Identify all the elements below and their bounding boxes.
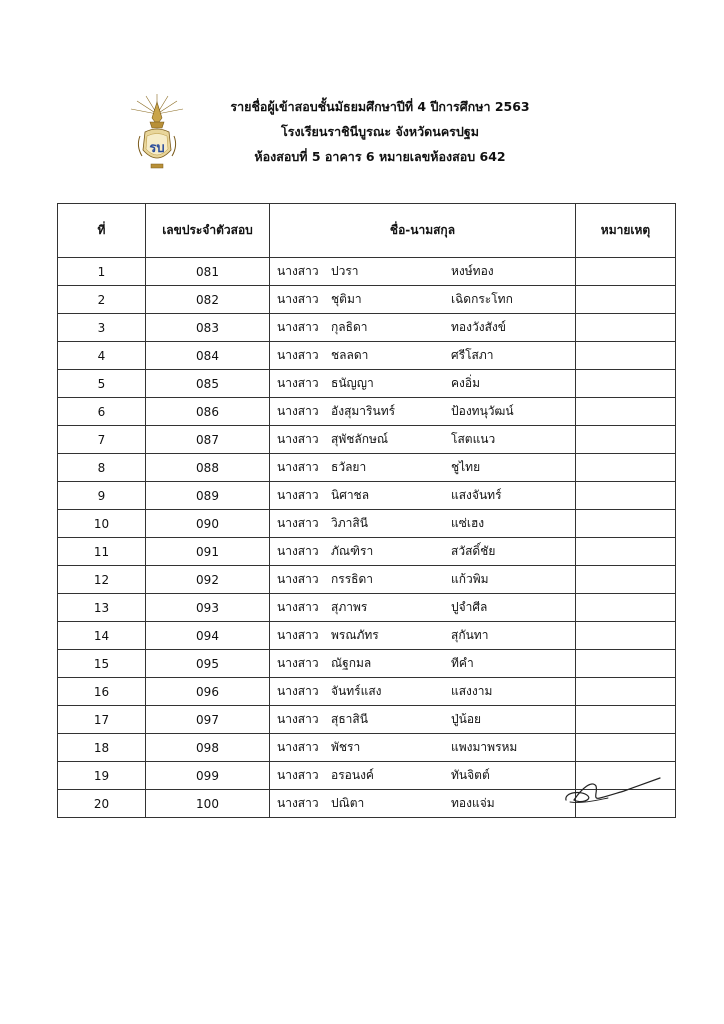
name-prefix: นางสาว <box>277 292 319 306</box>
first-name: ปณิตา <box>331 796 365 810</box>
cell-exam-id: 097 <box>146 706 270 734</box>
cell-name <box>270 398 576 426</box>
cell-no: 14 <box>58 622 146 650</box>
cell-no: 2 <box>58 286 146 314</box>
last-name: หงษ์ทอง <box>451 264 494 278</box>
cell-exam-id: 100 <box>146 790 270 818</box>
last-name: แซ่เฮง <box>451 516 485 530</box>
name-prefix: นางสาว <box>277 684 319 698</box>
first-name: พัชรา <box>331 740 361 754</box>
cell-no: 11 <box>58 538 146 566</box>
cell-exam-id: 090 <box>146 510 270 538</box>
table-row <box>58 538 676 566</box>
logo-monogram: รบ <box>149 141 165 156</box>
cell-name <box>270 594 576 622</box>
column-header-name: ชื่อ-นามสกุล <box>270 204 576 258</box>
first-name: สุพัชลักษณ์ <box>331 432 389 446</box>
cell-no: 6 <box>58 398 146 426</box>
cell-exam-id: 091 <box>146 538 270 566</box>
first-name: นิศาชล <box>331 488 370 502</box>
cell-name <box>270 538 576 566</box>
table-row <box>58 482 676 510</box>
last-name: ปูจำศีล <box>451 600 488 614</box>
cell-remark <box>576 706 676 734</box>
name-prefix: นางสาว <box>277 516 319 530</box>
cell-remark <box>576 538 676 566</box>
cell-remark <box>576 454 676 482</box>
first-name: ธวัลยา <box>331 460 367 474</box>
cell-name <box>270 258 576 286</box>
first-name: พรณภัทร <box>331 628 379 642</box>
cell-remark <box>576 370 676 398</box>
first-name: อรอนงค์ <box>331 768 374 782</box>
first-name: ปวรา <box>331 264 359 278</box>
cell-exam-id: 087 <box>146 426 270 454</box>
cell-remark <box>576 314 676 342</box>
first-name: ภัณฑิรา <box>331 544 374 558</box>
cell-name <box>270 622 576 650</box>
table-row <box>58 258 676 286</box>
last-name: ศรีโสภา <box>451 348 494 362</box>
cell-name <box>270 342 576 370</box>
title-line-3: ห้องสอบที่ 5 อาคาร 6 หมายเลขห้องสอบ 642 <box>254 149 506 164</box>
document-header <box>200 94 560 169</box>
cell-exam-id: 089 <box>146 482 270 510</box>
first-name: สุภาพร <box>331 600 368 614</box>
cell-exam-id: 095 <box>146 650 270 678</box>
last-name: สุกันทา <box>451 628 489 642</box>
cell-remark <box>576 426 676 454</box>
last-name: แสงงาม <box>451 684 493 698</box>
cell-name <box>270 314 576 342</box>
last-name: ปู่น้อย <box>451 712 482 726</box>
cell-exam-id: 082 <box>146 286 270 314</box>
table-row <box>58 314 676 342</box>
cell-name <box>270 426 576 454</box>
cell-name <box>270 482 576 510</box>
cell-no: 18 <box>58 734 146 762</box>
last-name: สวัสดิ์ชัย <box>451 544 496 558</box>
cell-no: 4 <box>58 342 146 370</box>
last-name: ทองวังสังข์ <box>451 320 506 334</box>
last-name: แสงจันทร์ <box>451 488 502 502</box>
cell-remark <box>576 286 676 314</box>
first-name: ณัฐกมล <box>331 656 372 670</box>
cell-name <box>270 678 576 706</box>
table-row <box>58 398 676 426</box>
name-prefix: นางสาว <box>277 376 319 390</box>
table-row <box>58 678 676 706</box>
name-prefix: นางสาว <box>277 600 319 614</box>
cell-exam-id: 086 <box>146 398 270 426</box>
cell-no: 3 <box>58 314 146 342</box>
name-prefix: นางสาว <box>277 264 319 278</box>
cell-exam-id: 081 <box>146 258 270 286</box>
table-row <box>58 706 676 734</box>
first-name: อังสุมารินทร์ <box>331 404 396 418</box>
name-prefix: นางสาว <box>277 796 319 810</box>
first-name: ชลลดา <box>331 348 369 362</box>
cell-no: 12 <box>58 566 146 594</box>
last-name: ทันจิตต์ <box>451 768 490 782</box>
first-name: ธนัญญา <box>331 376 374 390</box>
name-prefix: นางสาว <box>277 712 319 726</box>
last-name: เฉิดกระโทก <box>451 292 513 306</box>
name-prefix: นางสาว <box>277 460 319 474</box>
table-body <box>58 258 676 818</box>
table-row <box>58 370 676 398</box>
table-row <box>58 734 676 762</box>
first-name: วิภาสินี <box>331 516 368 530</box>
cell-no: 1 <box>58 258 146 286</box>
cell-name <box>270 510 576 538</box>
column-header-exam-id: เลขประจำตัวสอบ <box>146 204 270 258</box>
exam-roster-table <box>57 203 676 818</box>
cell-remark <box>576 594 676 622</box>
handwritten-signature-icon <box>562 772 664 808</box>
name-prefix: นางสาว <box>277 572 319 586</box>
cell-name <box>270 566 576 594</box>
cell-name <box>270 734 576 762</box>
cell-exam-id: 096 <box>146 678 270 706</box>
cell-no: 9 <box>58 482 146 510</box>
cell-name <box>270 790 576 818</box>
cell-exam-id: 083 <box>146 314 270 342</box>
cell-remark <box>576 482 676 510</box>
column-header-remark: หมายเหตุ <box>576 204 676 258</box>
table-row <box>58 594 676 622</box>
first-name: กุลธิดา <box>331 320 368 334</box>
cell-remark <box>576 678 676 706</box>
cell-no: 20 <box>58 790 146 818</box>
name-prefix: นางสาว <box>277 404 319 418</box>
last-name: ชูไทย <box>451 460 481 474</box>
cell-no: 19 <box>58 762 146 790</box>
cell-no: 13 <box>58 594 146 622</box>
table-row <box>58 342 676 370</box>
title-line-2: โรงเรียนราชินีบูรณะ จังหวัดนครปฐม <box>281 124 479 139</box>
table-row <box>58 566 676 594</box>
cell-no: 5 <box>58 370 146 398</box>
name-prefix: นางสาว <box>277 488 319 502</box>
cell-name <box>270 706 576 734</box>
cell-exam-id: 084 <box>146 342 270 370</box>
cell-no: 7 <box>58 426 146 454</box>
name-prefix: นางสาว <box>277 740 319 754</box>
name-prefix: นางสาว <box>277 432 319 446</box>
cell-exam-id: 088 <box>146 454 270 482</box>
last-name: ป้องทนุวัฒน์ <box>451 404 514 418</box>
cell-remark <box>576 622 676 650</box>
cell-exam-id: 098 <box>146 734 270 762</box>
cell-name <box>270 762 576 790</box>
cell-no: 15 <box>58 650 146 678</box>
cell-no: 8 <box>58 454 146 482</box>
name-prefix: นางสาว <box>277 320 319 334</box>
table-row <box>58 622 676 650</box>
cell-exam-id: 094 <box>146 622 270 650</box>
cell-remark <box>576 342 676 370</box>
table-row <box>58 426 676 454</box>
cell-name <box>270 370 576 398</box>
cell-remark <box>576 398 676 426</box>
title-line-1: รายชื่อผู้เข้าสอบชั้นมัธยมศึกษาปีที่ 4 ปีการศึกษา 2563 <box>230 99 530 114</box>
table-row <box>58 286 676 314</box>
last-name: ทองแจ่ม <box>451 796 495 810</box>
name-prefix: นางสาว <box>277 348 319 362</box>
cell-exam-id: 092 <box>146 566 270 594</box>
cell-remark <box>576 650 676 678</box>
first-name: จันทร์แสง <box>331 684 382 698</box>
table-header-row <box>58 204 676 258</box>
last-name: แก้วพิม <box>451 572 489 586</box>
cell-exam-id: 085 <box>146 370 270 398</box>
name-prefix: นางสาว <box>277 544 319 558</box>
table-row <box>58 650 676 678</box>
name-prefix: นางสาว <box>277 656 319 670</box>
cell-remark <box>576 258 676 286</box>
cell-exam-id: 099 <box>146 762 270 790</box>
table-row <box>58 510 676 538</box>
cell-remark <box>576 566 676 594</box>
last-name: ทีคำ <box>451 656 474 670</box>
first-name: ชุติมา <box>331 292 362 306</box>
cell-name <box>270 454 576 482</box>
cell-no: 16 <box>58 678 146 706</box>
column-header-no: ที่ <box>58 204 146 258</box>
cell-remark <box>576 510 676 538</box>
cell-no: 10 <box>58 510 146 538</box>
name-prefix: นางสาว <box>277 768 319 782</box>
cell-name <box>270 650 576 678</box>
cell-exam-id: 093 <box>146 594 270 622</box>
table-row <box>58 454 676 482</box>
cell-remark <box>576 734 676 762</box>
cell-no: 17 <box>58 706 146 734</box>
last-name: โสตแนว <box>451 432 496 446</box>
last-name: แพงมาพรหม <box>451 740 518 754</box>
name-prefix: นางสาว <box>277 628 319 642</box>
cell-name <box>270 286 576 314</box>
school-emblem-icon <box>126 92 188 176</box>
first-name: สุธาสินี <box>331 712 368 726</box>
last-name: คงอิ่ม <box>451 376 481 390</box>
first-name: กรรธิดา <box>331 572 374 586</box>
